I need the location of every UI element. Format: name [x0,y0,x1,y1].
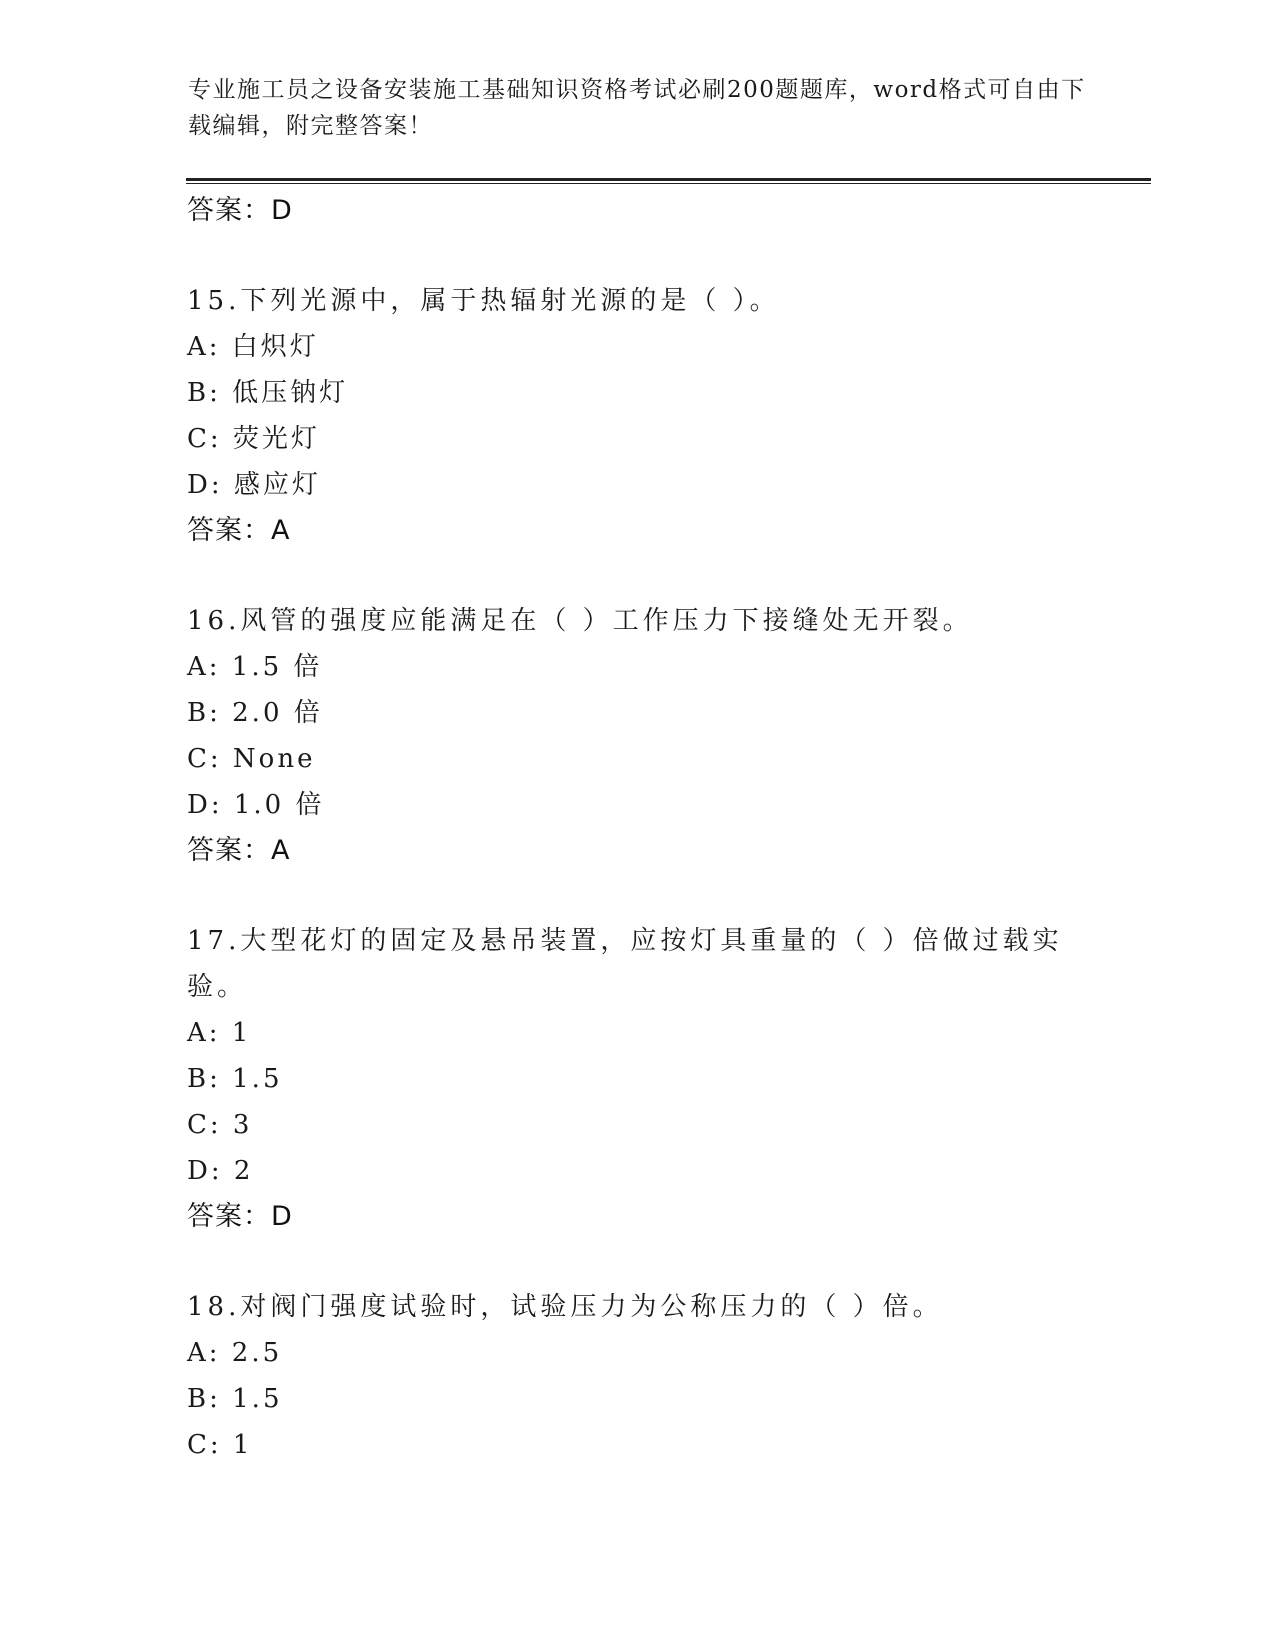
question-stem: 17.大型花灯的固定及悬吊装置，应按灯具重量的（ ）倍做过载实验。 [187,926,1063,1002]
option-a: A: 白炽灯 [187,332,319,362]
answer-line: 答案：D [187,195,293,226]
question-block [187,1284,1147,1468]
question-list [187,188,1147,1468]
option-c: C: 3 [187,1110,253,1140]
answer-line: 答案：A [187,515,291,546]
option-c: C: None [187,744,316,774]
answer-line: 答案：A [187,835,291,866]
question-block [187,278,1147,554]
option-c: C: 1 [187,1430,253,1460]
option-d: D: 感应灯 [187,470,321,500]
question-stem: 15.下列光源中，属于热辐射光源的是（ ）。 [187,286,780,316]
option-a: A: 1 [187,1018,252,1048]
document-header: 专业施工员之设备安装施工基础知识资格考试必刷200题题库，word格式可自由下载编辑，附完整答案！ [188,77,1086,139]
option-b: B: 低压钠灯 [187,378,349,408]
header-rule-thick [186,178,1151,181]
option-d: D: 2 [187,1156,254,1186]
question-stem: 16.风管的强度应能满足在（ ）工作压力下接缝处无开裂。 [187,606,973,636]
question-block [187,918,1147,1240]
answer-line: 答案：D [187,1201,293,1232]
option-b: B: 1.5 [187,1064,283,1094]
question-stem: 18.对阀门强度试验时，试验压力为公称压力的（ ）倍。 [187,1292,943,1322]
option-a: A: 2.5 [187,1338,283,1368]
option-a: A: 1.5 倍 [187,652,323,682]
option-b: B: 1.5 [187,1384,283,1414]
option-c: C: 荧光灯 [187,424,320,454]
option-b: B: 2.0 倍 [187,698,323,728]
option-d: D: 1.0 倍 [187,790,325,820]
question-block [187,598,1147,874]
header-rule-thin [186,183,1151,184]
